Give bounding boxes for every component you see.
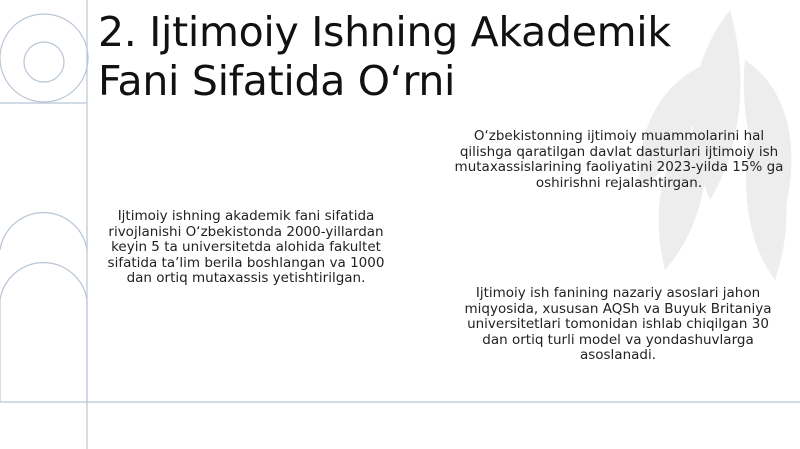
text-block-right-top: O‘zbekistonning ijtimoiy muammolarini hal qilishga qaratilgan davlat dasturlari ijtimoiy ish mutaxassislarining faoliyatini 2023-yilda 15% ga oshirishni rejalashtirgan. [454, 128, 784, 191]
slide-title-line-2: Fani Sifatida O‘rni [98, 57, 456, 105]
slide-title [98, 8, 671, 106]
text-block-right-bottom: Ijtimoiy ish fanining nazariy asoslari jahon miqyosida, xususan AQSh va Buyuk Britaniya universitetlari tomonidan ishlab chiqilgan 30 dan ortiq turli model va yondashuvlarga asoslanadi. [464, 285, 772, 364]
slide-title-line-1: 2. Ijtimoiy Ishning Akademik [98, 8, 671, 56]
text-block-left: Ijtimoiy ishning akademik fani sifatida rivojlanishi O‘zbekistonda 2000-yillardan keyin 5 ta universitetda alohida fakultet sifatida ta’lim berila boshlangan va 1000 dan ortiq mutaxassis yetishtirilgan. [107, 208, 385, 287]
